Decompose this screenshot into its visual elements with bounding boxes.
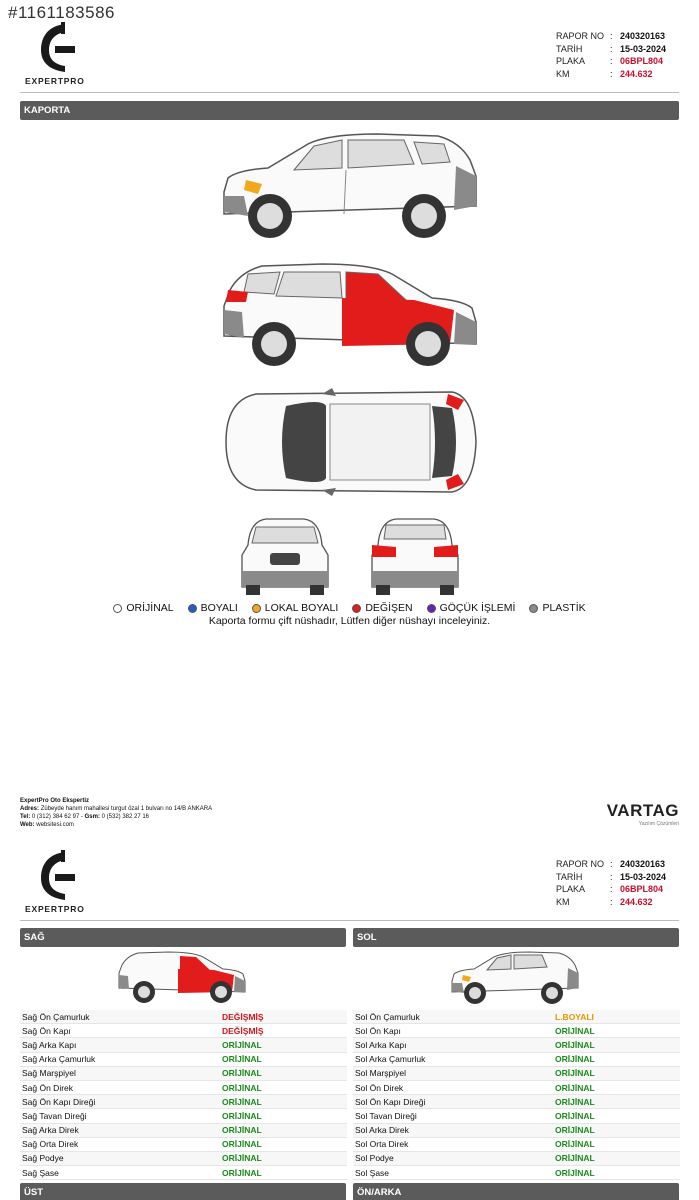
report-info-value: 240320163: [620, 859, 666, 869]
part-status: ORİJİNAL: [555, 1096, 595, 1107]
part-status: ORİJİNAL: [222, 1039, 262, 1050]
logo-text: EXPERTPRO: [25, 76, 85, 86]
car-right-side-small-diagram: [116, 950, 248, 1005]
address-label: Adres:: [20, 806, 40, 812]
company-gsm: 0 (532) 382 27 16: [101, 814, 150, 820]
legend-note: Kaporta formu çift nüshadır, Lütfen diğer nüshayı inceleyiniz.: [208, 615, 491, 627]
part-status: ORİJİNAL: [222, 1139, 262, 1150]
legend-label: DEĞİŞEN: [365, 602, 413, 614]
car-rear-view-diagram: [366, 515, 464, 595]
sag-parts-table: [20, 1010, 347, 1180]
legend-label: LOKAL BOYALI: [264, 602, 339, 614]
report-info-label: RAPOR NO: [556, 859, 605, 869]
report-info-value: 244.632: [620, 896, 653, 907]
part-row: [353, 1053, 680, 1067]
part-row: [20, 1010, 347, 1024]
part-row: [353, 1138, 680, 1152]
color-legend: [0, 602, 699, 614]
part-name: Sağ Orta Direk: [22, 1139, 79, 1150]
part-row: [20, 1024, 347, 1038]
legend-color-dot-icon: [352, 604, 361, 613]
divider: [20, 920, 679, 921]
legend-color-dot-icon: [529, 604, 538, 613]
section-sag-header: SAĞ: [20, 928, 346, 947]
part-status: ORİJİNAL: [555, 1025, 595, 1036]
report-info-value: 244.632: [620, 68, 653, 79]
vartag-logo: [607, 801, 679, 827]
report-info-label: TARİH: [556, 871, 583, 882]
report-info-separator: :: [610, 884, 613, 894]
legend-label: ORİJİNAL: [126, 602, 174, 614]
part-row: [353, 1067, 680, 1081]
part-status: ORİJİNAL: [555, 1082, 595, 1093]
company-tel: 0 (312) 384 62 97: [31, 814, 80, 820]
part-name: Sol Orta Direk: [355, 1139, 409, 1150]
part-name: Sol Marşpiyel: [355, 1068, 407, 1079]
report-info-label: TARİH: [556, 43, 583, 54]
car-front-view-diagram: [236, 515, 334, 595]
car-left-side-diagram: [218, 130, 482, 240]
sol-parts-table: [353, 1010, 680, 1180]
company-address: Zübeyde hanım mahallesi turgut özal 1 bulvarı no 14/B ANKARA: [40, 806, 213, 812]
part-status: ORİJİNAL: [555, 1153, 595, 1164]
report-info: [556, 858, 679, 908]
part-row: [353, 1166, 680, 1180]
section-kaporta-header: KAPORTA: [20, 101, 679, 120]
report-info-row: [556, 55, 679, 68]
report-info-value: 06BPL804: [620, 56, 664, 66]
part-row: [353, 1081, 680, 1095]
report-info-row: [556, 896, 679, 909]
part-row: [20, 1095, 347, 1109]
part-name: Sol Şase: [355, 1167, 390, 1178]
tel-label: Tel:: [20, 814, 31, 820]
part-name: Sol Ön Direk: [355, 1082, 404, 1093]
part-name: Sol Ön Kapı: [355, 1025, 401, 1036]
part-row: [20, 1067, 347, 1081]
part-row: [353, 1038, 680, 1052]
part-status: DEĞİŞMİŞ: [222, 1011, 264, 1022]
report-info-value: 240320163: [620, 31, 666, 41]
part-name: Sol Podye: [355, 1153, 394, 1164]
legend-item: [352, 602, 412, 614]
part-name: Sağ Ön Kapı: [22, 1025, 71, 1036]
legend-color-dot-icon: [113, 604, 122, 613]
part-row: [353, 1109, 680, 1123]
report-info-separator: :: [610, 896, 613, 907]
part-row: [20, 1109, 347, 1123]
part-row: [353, 1010, 680, 1024]
part-status: DEĞİŞMİŞ: [222, 1025, 264, 1036]
part-row: [20, 1124, 347, 1138]
divider: [20, 92, 679, 93]
logo-text: EXPERTPRO: [25, 904, 85, 914]
report-info-value: 15-03-2024: [620, 43, 667, 54]
legend-color-dot-icon: [427, 604, 436, 613]
report-info-row: [556, 871, 679, 884]
part-status: ORİJİNAL: [222, 1054, 262, 1065]
part-status: ORİJİNAL: [555, 1167, 595, 1178]
legend-item: [188, 602, 238, 614]
part-name: Sağ Ön Kapı Direği: [22, 1096, 96, 1107]
part-name: Sol Arka Kapı: [355, 1039, 407, 1050]
report-info-value: 15-03-2024: [620, 871, 667, 882]
part-name: Sol Tavan Direği: [355, 1110, 417, 1121]
car-top-view-diagram: [222, 386, 478, 498]
part-status: ORİJİNAL: [555, 1054, 595, 1065]
part-status: ORİJİNAL: [555, 1039, 595, 1050]
web-label: Web:: [20, 822, 35, 828]
report-info-separator: :: [610, 68, 613, 79]
report-info-separator: :: [610, 859, 613, 869]
part-row: [20, 1038, 347, 1052]
report-info-value: 06BPL804: [620, 884, 664, 894]
report-info-row: [556, 858, 679, 871]
part-name: Sağ Arka Kapı: [22, 1039, 77, 1050]
section-ust-header: ÜST: [20, 1183, 346, 1200]
part-name: Sol Arka Çamurluk: [355, 1054, 426, 1065]
part-status: L.BOYALI: [555, 1011, 594, 1022]
part-name: Sağ Şase: [22, 1167, 59, 1178]
legend-item: [427, 602, 516, 614]
section-sol-header: SOL: [353, 928, 679, 947]
part-name: Sol Ön Kapı Direği: [355, 1096, 426, 1107]
legend-color-dot-icon: [252, 604, 261, 613]
part-status: ORİJİNAL: [555, 1139, 595, 1150]
company-footer: ExpertPro Oto Ekspertiz Adres: Zübeyde hanım mahallesi turgut özal 1 bulvarı no 14/B ANKARA Tel: 0 (312) 384 62 97 - Gsm: 0 (532) 382 27 16 Web: websitesi.com: [20, 798, 213, 828]
legend-item: [113, 602, 173, 614]
vartag-sub: Yazılım Çözümleri: [638, 821, 679, 827]
report-info: [556, 30, 679, 80]
part-status: ORİJİNAL: [222, 1125, 262, 1136]
part-row: [353, 1152, 680, 1166]
part-name: Sağ Arka Direk: [22, 1125, 79, 1136]
report-info-row: [556, 43, 679, 56]
part-status: ORİJİNAL: [555, 1068, 595, 1079]
report-info-separator: :: [610, 43, 613, 54]
car-right-side-diagram: [218, 260, 482, 370]
car-left-side-small-diagram: [449, 950, 581, 1005]
part-name: Sol Arka Direk: [355, 1125, 409, 1136]
vartag-brand: VARTAG: [606, 801, 679, 820]
part-name: Sağ Ön Çamurluk: [22, 1011, 90, 1022]
part-status: ORİJİNAL: [555, 1125, 595, 1136]
legend-item: [252, 602, 339, 614]
report-info-label: PLAKA: [556, 56, 586, 66]
legend-item: [529, 602, 585, 614]
part-status: ORİJİNAL: [555, 1110, 595, 1121]
company-name: ExpertPro Oto Ekspertiz: [20, 798, 90, 804]
part-row: [20, 1138, 347, 1152]
report-info-separator: :: [610, 56, 613, 66]
report-info-row: [556, 68, 679, 81]
report-header-page2: [20, 848, 679, 920]
part-row: [20, 1053, 347, 1067]
report-info-label: PLAKA: [556, 884, 586, 894]
part-row: [353, 1024, 680, 1038]
report-info-separator: :: [610, 871, 613, 882]
part-row: [20, 1166, 347, 1180]
part-name: Sağ Podye: [22, 1153, 64, 1164]
report-info-label: KM: [556, 896, 570, 907]
part-name: Sağ Ön Direk: [22, 1082, 74, 1093]
report-info-label: KM: [556, 68, 570, 79]
part-row: [20, 1081, 347, 1095]
section-on-arka-header: ÖN/ARKA: [353, 1183, 679, 1200]
part-row: [20, 1152, 347, 1166]
report-header: [20, 20, 679, 92]
company-web: websitesi.com: [36, 822, 74, 828]
report-info-row: [556, 30, 679, 43]
legend-label: PLASTİK: [542, 602, 586, 614]
legend-label: BOYALI: [200, 602, 238, 614]
part-row: [353, 1095, 680, 1109]
gsm-label: Gsm:: [84, 814, 100, 820]
report-info-row: [556, 883, 679, 896]
part-status: ORİJİNAL: [222, 1167, 262, 1178]
part-name: Sağ Arka Çamurluk: [22, 1054, 96, 1065]
part-status: ORİJİNAL: [222, 1068, 262, 1079]
part-status: ORİJİNAL: [222, 1153, 262, 1164]
legend-label: GÖÇÜK İŞLEMİ: [439, 602, 516, 614]
part-name: Sağ Tavan Direği: [22, 1110, 87, 1121]
part-status: ORİJİNAL: [222, 1082, 262, 1093]
image-id-watermark: #1161183586: [8, 3, 115, 22]
part-status: ORİJİNAL: [222, 1110, 262, 1121]
report-info-label: RAPOR NO: [556, 31, 605, 41]
part-name: Sağ Marşpiyel: [22, 1068, 76, 1079]
part-row: [353, 1124, 680, 1138]
report-info-separator: :: [610, 31, 613, 41]
part-status: ORİJİNAL: [222, 1096, 262, 1107]
part-name: Sol Ön Çamurluk: [355, 1011, 420, 1022]
legend-color-dot-icon: [188, 604, 197, 613]
